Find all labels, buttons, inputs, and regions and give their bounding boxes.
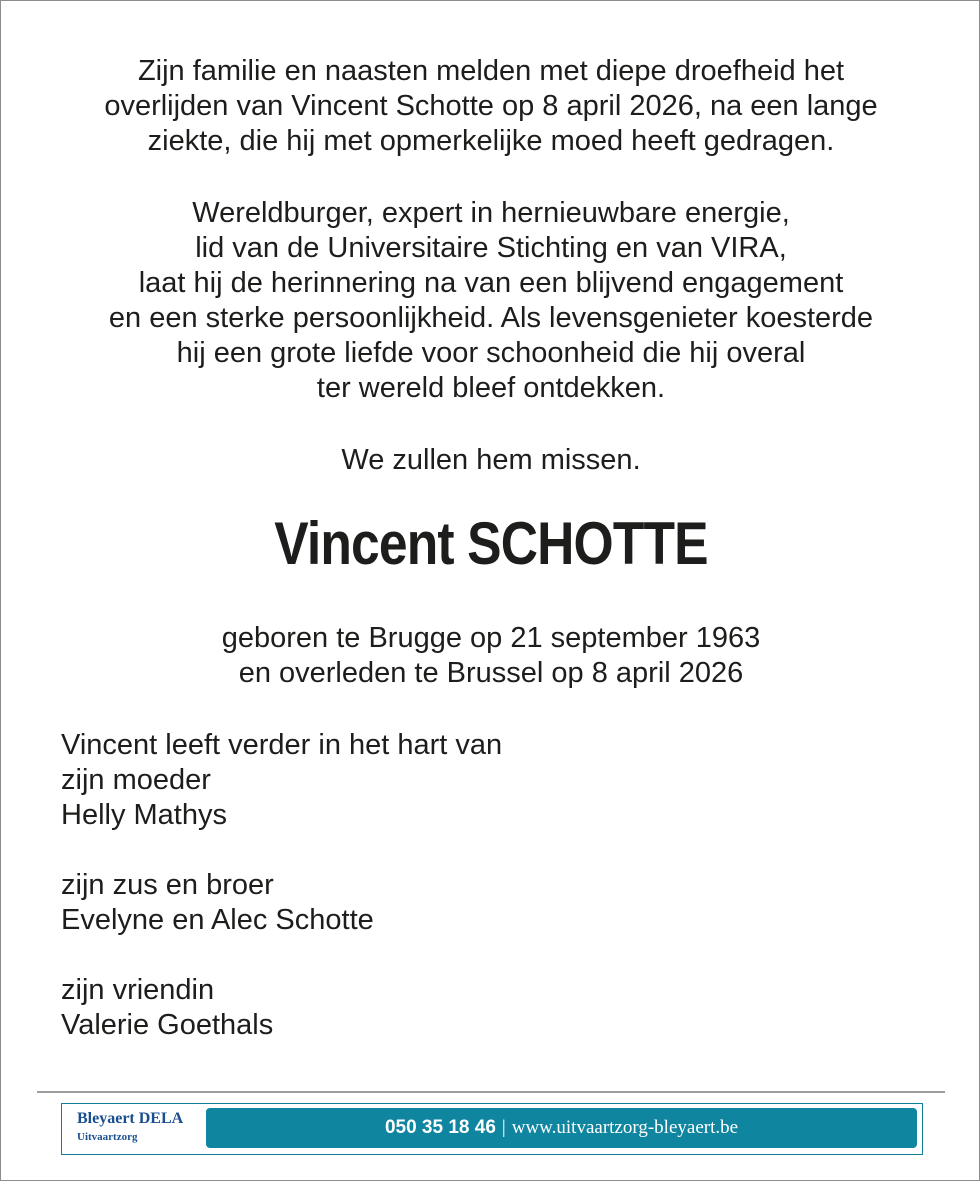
life-dates [41,621,941,691]
intro-line: hij een grote liefde voor schoonheid die hij overal [176,337,806,369]
website-link[interactable]: www.uitvaartzorg-bleyaert.be [511,1117,739,1138]
intro-line: ter wereld bleef ontdekken. [316,372,666,404]
intro-text [41,54,941,478]
family-relation: zijn vriendin [61,974,215,1006]
funeral-home-logo [77,1109,183,1144]
family-names: Evelyne en Alec Schotte [61,904,374,936]
family-intro: Vincent leeft verder in het hart van [61,729,503,761]
brand-subtitle: Uitvaartzorg [77,1131,138,1143]
birth-line: geboren te Brugge op 21 september 1963 [221,622,761,654]
death-line: en overleden te Brussel op 8 april 2026 [238,657,744,689]
intro-line: lid van de Universitaire Stichting en van VIRA, [195,232,787,264]
intro-line: ziekte, die hij met opmerkelijke moed heeft gedragen. [147,125,835,157]
closing-line: We zullen hem missen. [341,444,641,476]
brand-name: Bleyaert DELA [77,1110,184,1127]
intro-line: Zijn familie en naasten melden met diepe droefheid het [137,55,845,87]
phone-number[interactable]: 050 35 18 46 [384,1117,496,1138]
family-relation: zijn moeder [61,764,211,796]
deceased-name: Vincent SCHOTTE [274,510,708,577]
contact-bar [206,1108,917,1148]
family-list [61,728,861,1043]
intro-line: laat hij de herinnering na van een blijvend engagement [138,267,844,299]
family-relation: zijn zus en broer [61,869,274,901]
funeral-home-footer [61,1103,923,1155]
family-names: Helly Mathys [61,799,227,831]
contact-separator: | [501,1117,506,1138]
family-names: Valerie Goethals [61,1009,274,1041]
intro-line: overlijden van Vincent Schotte op 8 april 2026, na een lange [104,90,878,122]
divider [37,1091,945,1093]
intro-line: Wereldburger, expert in hernieuwbare energie, [192,197,790,229]
intro-line: en een sterke persoonlijkheid. Als levensgenieter koesterde [108,302,874,334]
